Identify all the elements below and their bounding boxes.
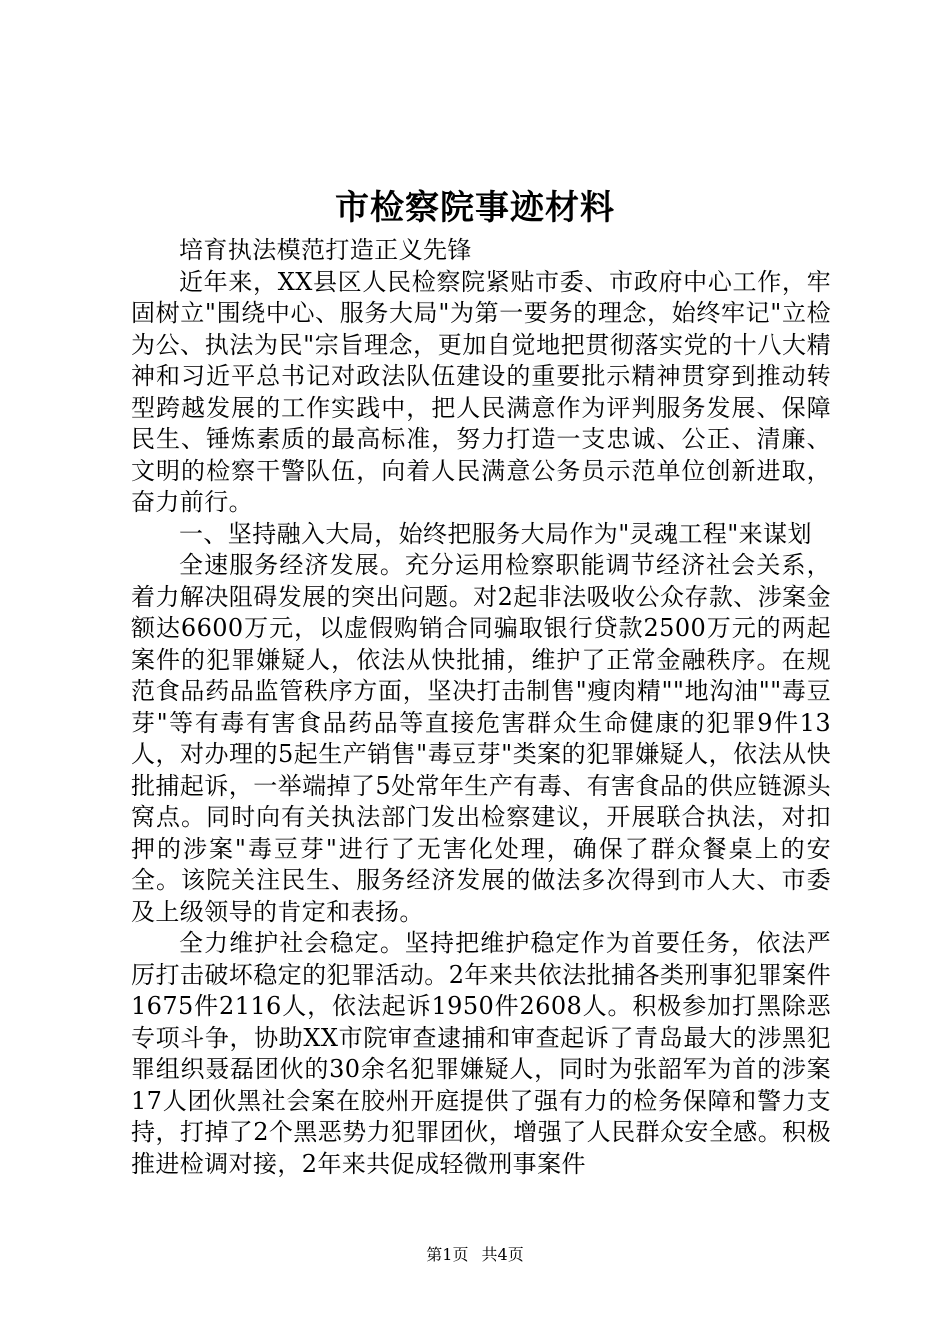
document-body [131, 235, 831, 1180]
page-footer [0, 1245, 950, 1265]
section-heading: 一、坚持融入大局，始终把服务大局作为"灵魂工程"来谋划 [179, 519, 812, 548]
intro-paragraph: 近年来，XX县区人民检察院紧贴市委、市政府中心工作，牢固树立"围绕中心、服务大局"为第一要务的理念，始终牢记"立检为公、执法为民"宗旨理念，更加自觉地把贯彻落实党的十八大精神和习近平总书记对政法队伍建设的重要批示精神贯穿到推动转型跨越发展的工作实践中，把人民满意作为评判服务发展、保障民生、锤炼素质的最高标准，努力打造一支忠诚、公正、清廉、文明的检察干警队伍，向着人民满意公务员示范单位创新进取，奋力前行。 [131, 267, 831, 516]
page-number: 第1页 [426, 1245, 469, 1264]
economy-paragraph: 全速服务经济发展。充分运用检察职能调节经济社会关系，着力解决阻碍发展的突出问题。对2起非法吸收公众存款、涉案金额达6600万元，以虚假购销合同骗取银行贷款2500万元的两起案件的犯罪嫌疑人，依法从快批捕，维护了正常金融秩序。在规范食品药品监管秩序方面，坚决打击制售"瘦肉精""地沟油""毒豆芽"等有毒有害食品药品等直接危害群众生命健康的犯罪9件13人，对办理的5起生产销售"毒豆芽"类案的犯罪嫌疑人，依法从快批捕起诉，一举端掉了5处常年生产有毒、有害食品的供应链源头窝点。同时向有关执法部门发出检察建议，开展联合执法，对扣押的涉案"毒豆芽"进行了无害化处理，确保了群众餐桌上的安全。该院关注民生、服务经济发展的做法多次得到市人大、市委及上级领导的肯定和表扬。 [131, 551, 831, 926]
page-total: 共4页 [481, 1245, 524, 1264]
stability-paragraph: 全力维护社会稳定。坚持把维护稳定作为首要任务，依法严厉打击破坏稳定的犯罪活动。2年来共依法批捕各类刑事犯罪案件1675件2116人，依法起诉1950件2608人。积极参加打黑除恶专项斗争，协助XX市院审查逮捕和审查起诉了青岛最大的涉黑犯罪组织聂磊团伙的30余名犯罪嫌疑人，同时为张韶军为首的涉案17人团伙黑社会案在胶州开庭提供了强有力的检务保障和警力支持，打掉了2个黑恶势力犯罪团伙，增强了人民群众安全感。积极推进检调对接，2年来共促成轻微刑事案件 [131, 929, 831, 1178]
document-title: 市检察院事迹材料 [335, 188, 615, 228]
subtitle-paragraph: 培育执法模范打造正义先锋 [179, 236, 472, 264]
